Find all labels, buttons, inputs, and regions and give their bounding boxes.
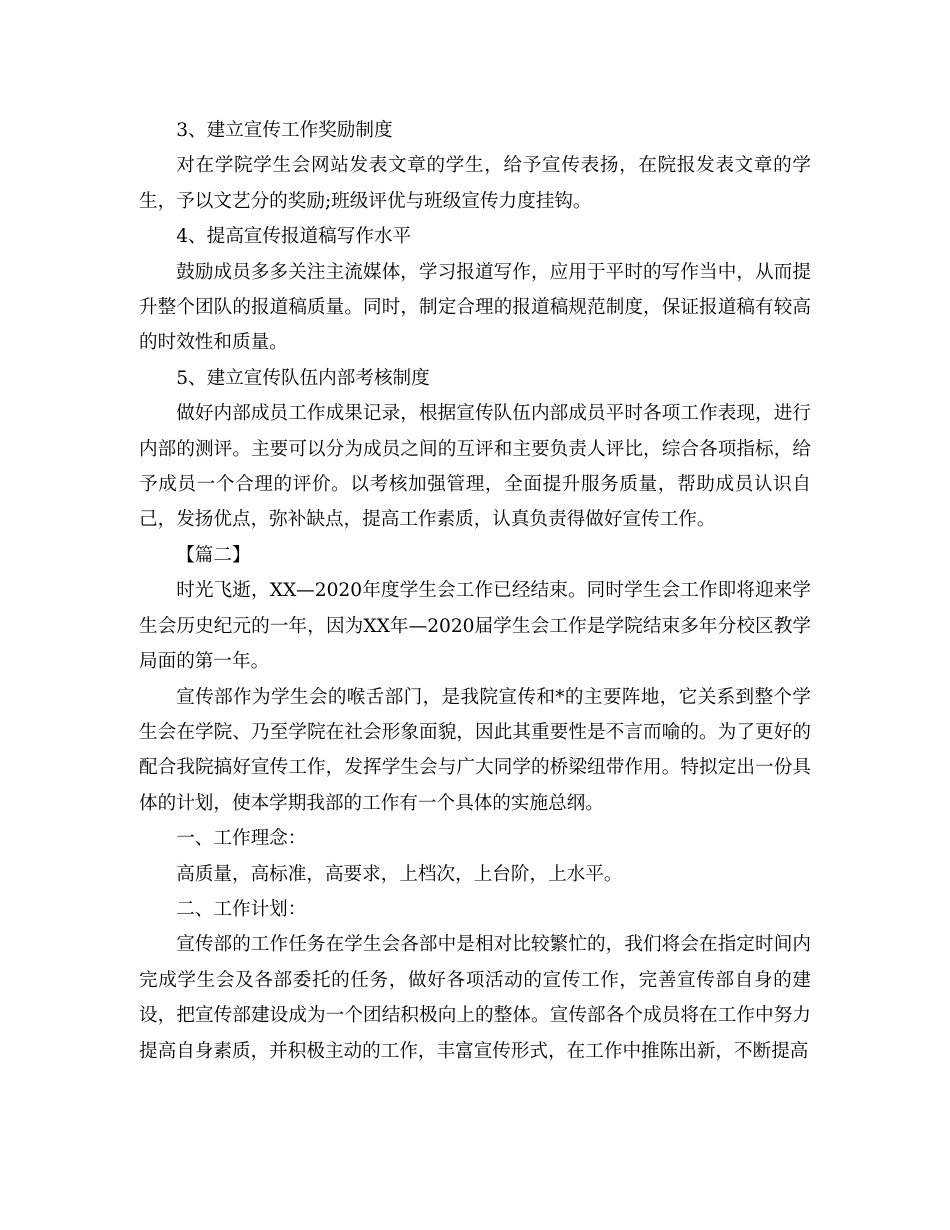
paragraph-reward-system: 对在学院学生会网站发表文章的学生，给予宣传表扬，在院报发表文章的学生，予以文艺分的奖励;班级评优与班级宣传力度挂钩。 — [139, 155, 811, 212]
paragraph-work-plan: 宣传部的工作任务在学生会各部中是相对比较繁忙的，我们将会在指定时间内完成学生会及各部委托的任务，做好各项活动的宣传工作，完善宣传部自身的建设，把宣传部建设成为一个团结积极向上的整体。宣传部各个成员将在工作中努力提高自身素质，并积极主动的工作，丰富宣传形式，在工作中推陈出新，不断提高 — [139, 934, 811, 1062]
heading-work-plan: 二、工作计划： — [176, 898, 307, 920]
heading-assessment-system: 5、建立宣传队伍内部考核制度 — [176, 367, 430, 389]
paragraph-intro-year: 时光飞逝，XX—2020年度学生会工作已经结束。同时学生会工作即将迎来学生会历史纪元的一年，因为XX年—2020届学生会工作是学院结束多年分校区教学局面的第一年。 — [139, 580, 811, 673]
paragraph-department-role: 宣传部作为学生会的喉舌部门，是我院宣传和*的主要阵地，它关系到整个学生会在学院、乃至学院在社会形象面貌，因此其重要性是不言而喻的。为了更好的配合我院搞好宣传工作，发挥学生会与广大同学的桥梁纽带作用。特拟定出一份具体的计划，使本学期我部的工作有一个具体的实施总纲。 — [139, 686, 811, 814]
section-title-part-two: 【篇二】 — [176, 544, 251, 566]
paragraph-work-philosophy: 高质量，高标准，高要求，上档次，上台阶，上水平。 — [176, 863, 623, 885]
heading-writing-level: 4、提高宣传报道稿写作水平 — [176, 226, 412, 248]
heading-work-philosophy: 一、工作理念： — [176, 828, 307, 850]
paragraph-writing-level: 鼓励成员多多关注主流媒体，学习报道写作，应用于平时的写作当中，从而提升整个团队的报道稿质量。同时，制定合理的报道稿规范制度，保证报道稿有较高的时效性和质量。 — [139, 261, 811, 354]
heading-reward-system: 3、建立宣传工作奖励制度 — [176, 120, 393, 141]
document-page — [139, 113, 811, 1069]
paragraph-assessment-system: 做好内部成员工作成果记录，根据宣传队伍内部成员平时各项工作表现，进行内部的测评。主要可以分为成员之间的互评和主要负责人评比，综合各项指标，给予成员一个合理的评价。以考核加强管理，全面提升服务质量，帮助成员认识自己，发扬优点，弥补缺点，提高工作素质，认真负责得做好宣传工作。 — [139, 403, 811, 531]
